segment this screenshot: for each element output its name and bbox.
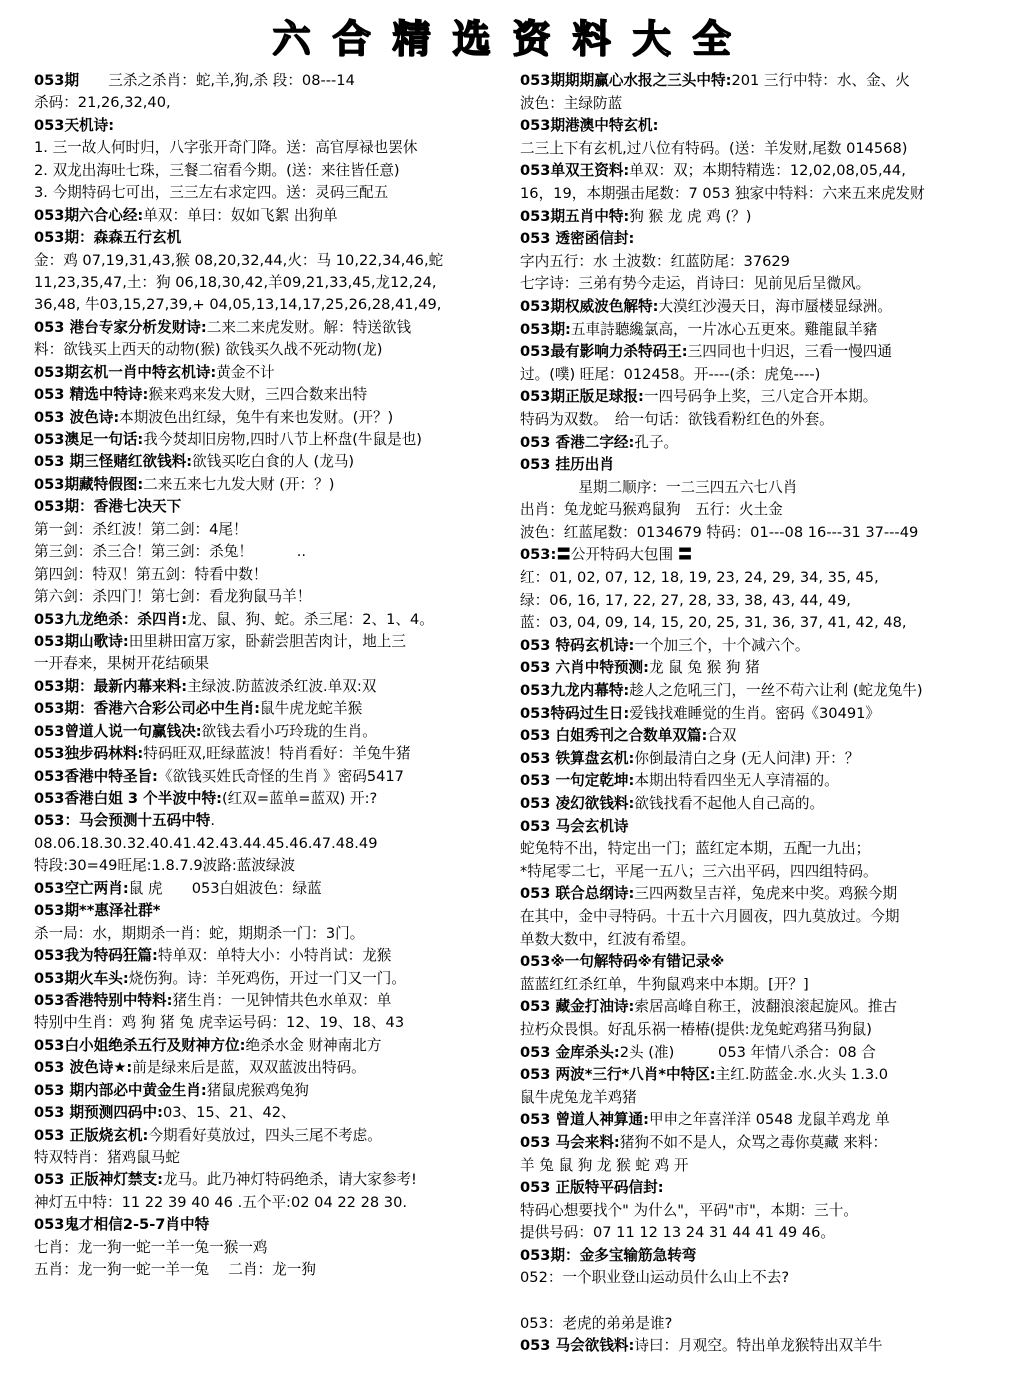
line-heading: 053 马会来料: bbox=[520, 1133, 620, 1151]
text-line bbox=[34, 564, 512, 586]
line-text: 神灯五中特：11 22 39 40 46 .五个平:02 04 22 28 30. bbox=[34, 1193, 407, 1211]
line-text: 主绿波.防蓝波杀红波.单双:双 bbox=[187, 677, 377, 695]
line-text: 2头 (准) 053 年情八杀合：08 合 bbox=[619, 1043, 876, 1061]
line-heading: 053九龙绝杀：杀四肖: bbox=[34, 610, 188, 628]
text-line bbox=[520, 454, 1000, 477]
line-heading: 053 精选中特诗: bbox=[34, 386, 149, 404]
line-text: 16，19，本期强击尾数：7 053 独家中特料：六来五来虎发财 bbox=[520, 184, 925, 202]
line-text: 字内五行：水 土波数：红蓝防尾：37629 bbox=[520, 252, 790, 270]
line-text: 《欲钱买姓氏奇怪的生肖 》密码5417 bbox=[157, 767, 404, 785]
line-heading: 053 联合总纲诗: bbox=[520, 885, 635, 903]
line-heading: 053期：最新内幕来料: bbox=[34, 677, 188, 695]
line-heading: 053期玄机一肖中特玄机诗: bbox=[34, 363, 217, 381]
text-line bbox=[34, 407, 512, 429]
line-text: 在其中，金中寻特码。十五十六月圆夜，四九莫放过。今期 bbox=[520, 907, 900, 925]
line-heading: 053期火车头: bbox=[34, 969, 129, 987]
line-heading: 053 正版烧玄机: bbox=[34, 1126, 149, 1144]
line-text: 三四同也十归迟，三看一慢四通 bbox=[687, 343, 892, 361]
line-text: 本期波色出红绿，兔牛有来也发财。(开？) bbox=[119, 408, 394, 426]
text-line bbox=[34, 698, 512, 720]
text-line bbox=[520, 183, 1000, 206]
line-heading: 053 马会玄机诗 bbox=[520, 817, 629, 835]
line-text: 甲申之年喜洋洋 0548 龙鼠羊鸡龙 单 bbox=[648, 1111, 890, 1129]
line-heading: 053期山歌诗: bbox=[34, 632, 129, 650]
line-heading: 053 正版神灯禁支: bbox=[34, 1171, 163, 1189]
line-text: 3. 今期特码七可出，三三左右求定四。送：灵码三配五 bbox=[34, 184, 389, 202]
line-text: 趁人之危吼三门，一丝不苟六让利 (蛇龙兔牛) bbox=[629, 682, 923, 700]
text-line bbox=[520, 544, 1000, 567]
line-text: 单双：单曰：奴如飞絮 出狗单 bbox=[143, 206, 338, 224]
text-line bbox=[34, 653, 512, 675]
line-heading: 053空亡两肖: bbox=[34, 879, 129, 897]
text-line bbox=[520, 657, 1000, 680]
line-text: 〓公开特码大包围 〓 bbox=[556, 546, 693, 564]
line-text: 蛇兔特不出，特定出一门；蓝红定本期，五配一九出； bbox=[520, 840, 871, 858]
text-line bbox=[520, 409, 1000, 432]
text-line bbox=[34, 586, 512, 608]
line-text: 田里耕田富万家，卧薪尝胆苦肉计，地上三 bbox=[128, 632, 406, 650]
text-line bbox=[34, 1035, 512, 1057]
line-heading: 053期期期赢心水报之三头中特: bbox=[520, 72, 732, 89]
text-line bbox=[34, 519, 512, 541]
line-text: 出肖：兔龙蛇马猴鸡鼠狗 五行：火土金 bbox=[520, 501, 783, 519]
text-line bbox=[520, 477, 1000, 500]
text-line bbox=[520, 612, 1000, 635]
text-line bbox=[34, 1214, 512, 1236]
line-heading: 053 白姐秀刊之合数单双篇: bbox=[520, 727, 708, 745]
text-line bbox=[34, 968, 512, 990]
text-line bbox=[520, 1064, 1000, 1087]
line-text: 第一剑：杀红波！第二剑：4尾！ bbox=[34, 520, 248, 538]
line-heading: 053九龙内幕特: bbox=[520, 682, 630, 700]
text-line bbox=[34, 833, 512, 855]
text-line bbox=[520, 1313, 1000, 1336]
text-line bbox=[34, 294, 512, 316]
line-text: 特码为双数。 给一句话：欲钱看粉红色的外套。 bbox=[520, 410, 834, 428]
text-line bbox=[34, 1125, 512, 1147]
text-line bbox=[520, 386, 1000, 409]
line-heading: 053白小姐绝杀五行及财神方位: bbox=[34, 1036, 246, 1054]
text-line bbox=[520, 70, 1000, 93]
line-text: 五車詩聽纔氯高，一片冰心五更來。雞龍鼠羊豬 bbox=[570, 320, 878, 338]
line-heading: 053香港白姐 3 个半波中特: bbox=[34, 790, 222, 807]
line-text: 第三剑：杀三合！第三剑：杀兔！ .. bbox=[34, 543, 306, 561]
line-text: 欲钱买吃白食的人 (龙马) bbox=[192, 453, 355, 471]
line-heading: 053 特码玄机诗: bbox=[520, 636, 635, 654]
line-text: 杀一局：水，期期杀一肖：蛇，期期杀一门：3门。 bbox=[34, 924, 365, 942]
line-text: 欲钱去看小巧玲珑的生肖。 bbox=[201, 722, 377, 740]
line-heading: 053: bbox=[520, 546, 557, 564]
text-line bbox=[34, 1259, 512, 1281]
line-text: 特码心想要找个" 为什么"，平码"市"，本期：三十。 bbox=[520, 1201, 858, 1219]
line-text: 星期二顺序：一二三四五六七八肖 bbox=[520, 478, 798, 496]
text-line bbox=[520, 251, 1000, 274]
text-line bbox=[520, 1132, 1000, 1155]
line-text: 猪狗不如不是人，众骂之毒你莫藏 来料： bbox=[619, 1133, 888, 1151]
line-text: 拉朽众畏惧。好乱乐祸一椿椿(提供:龙兔蛇鸡猪马狗鼠) bbox=[520, 1020, 872, 1038]
text-line bbox=[34, 945, 512, 967]
text-line bbox=[34, 451, 512, 473]
text-line bbox=[520, 1222, 1000, 1245]
line-text: 今期看好莫放过，四头三尾不考虑。 bbox=[148, 1126, 382, 1144]
text-line bbox=[520, 93, 1000, 116]
line-text: 052：一个职业登山运动员什么山上不去? bbox=[520, 1269, 790, 1287]
text-line bbox=[520, 1177, 1000, 1200]
line-text: 绿：06, 16, 17, 22, 27, 28, 33, 38, 43, 44, 49, bbox=[520, 591, 851, 609]
line-text: 前是绿来后是蓝，双双蓝波出特码。 bbox=[132, 1059, 366, 1077]
text-line bbox=[34, 1192, 512, 1214]
line-heading: 053期：森森五行玄机 bbox=[34, 229, 182, 247]
line-heading: 053 挂历出肖 bbox=[520, 456, 614, 474]
text-line bbox=[520, 1200, 1000, 1223]
line-text: 特码旺双,旺绿蓝波！特肖看好：羊兔牛猪 bbox=[143, 745, 411, 763]
line-heading: 053※一句解特码※有错记录※ bbox=[520, 953, 725, 971]
text-line bbox=[520, 1109, 1000, 1132]
page-title: 六合精选资料大全 bbox=[272, 17, 753, 61]
text-line bbox=[520, 1042, 1000, 1065]
text-line bbox=[520, 273, 1000, 296]
text-line bbox=[520, 816, 1000, 839]
line-text: 08.06.18.30.32.40.41.42.43.44.45.46.47.48.49 bbox=[34, 834, 378, 852]
text-line bbox=[520, 1267, 1000, 1290]
line-heading: 053 铁算盘玄机: bbox=[520, 749, 635, 767]
line-heading: 053 凌幻欲钱料: bbox=[520, 795, 635, 812]
text-line bbox=[520, 228, 1000, 251]
text-line bbox=[34, 70, 512, 92]
line-text: 绝杀水金 财神南北方 bbox=[245, 1036, 382, 1054]
line-heading: 053鬼才相信2-5-7肖中特 bbox=[34, 1216, 210, 1234]
line-heading: 053期 bbox=[34, 72, 80, 89]
line-text: 2. 双龙出海吐七珠，三餐二宿看今期。(送：来往皆任意) bbox=[34, 161, 400, 179]
text-line bbox=[34, 227, 512, 249]
text-line bbox=[520, 680, 1000, 703]
text-line bbox=[34, 339, 512, 361]
line-text: 金：鸡 07,19,31,43,猴 08,20,32,44,火：马 10,22,34,46,蛇 bbox=[34, 251, 444, 269]
text-line bbox=[34, 429, 512, 451]
line-heading: 053期：金多宝输筋急转弯 bbox=[520, 1246, 697, 1264]
line-text: 波色：红蓝尾数：0134679 特码：01---08 16---31 37---49 bbox=[520, 523, 919, 541]
line-text: 一开春来，果树开花结硕果 bbox=[34, 655, 210, 673]
line-heading: 053期**惠泽社群* bbox=[34, 902, 161, 920]
text-line bbox=[34, 474, 512, 496]
line-heading: 053 曾道人神算通: bbox=[520, 1111, 649, 1129]
line-heading: 053 六肖中特预测: bbox=[520, 659, 649, 677]
line-text: 单数大数中，红波有希望。 bbox=[520, 930, 696, 948]
line-heading: 053期五肖中特: bbox=[520, 207, 630, 225]
line-heading: 053 香港二字经: bbox=[520, 433, 635, 451]
right-column bbox=[520, 70, 1000, 1358]
text-line bbox=[34, 362, 512, 384]
text-line bbox=[520, 793, 1000, 816]
line-heading: 053 两波*三行*八肖*中特区: bbox=[520, 1066, 716, 1084]
line-text: 鼠牛虎龙蛇羊猴 bbox=[260, 700, 363, 718]
line-heading: 053 期三怪赌红欲钱料: bbox=[34, 453, 193, 471]
text-line bbox=[34, 721, 512, 743]
text-line bbox=[34, 878, 512, 900]
text-line bbox=[520, 1019, 1000, 1042]
line-text: 五肖：龙一狗一蛇一羊一兔 二肖：龙一狗 bbox=[34, 1261, 316, 1279]
line-heading: 053 港台专家分析发财诗: bbox=[34, 318, 207, 336]
line-text: 大漠红沙漫天日，海市蜃楼显绿洲。 bbox=[658, 297, 892, 315]
line-text: 特双特肖：猪鸡鼠马蛇 bbox=[34, 1149, 180, 1166]
text-line bbox=[520, 951, 1000, 974]
text-line bbox=[34, 205, 512, 227]
line-text: 爱钱找难睡觉的生肖。密码《30491》 bbox=[629, 704, 881, 722]
text-line bbox=[520, 703, 1000, 726]
line-text: 特单双：单特大小：小特肖试：龙猴 bbox=[157, 947, 392, 965]
line-text: 蓝：03, 04, 09, 14, 15, 20, 25, 31, 36, 37, 41, 42, 48, bbox=[520, 614, 907, 632]
line-text: 你倒最清白之身 (无人问津) 开：？ bbox=[634, 749, 860, 767]
line-text: 黄金不计 bbox=[216, 363, 275, 381]
text-line bbox=[34, 115, 512, 137]
line-text: 蓝蓝红红杀红单，牛狗鼠鸡来中本期。[开？] bbox=[520, 975, 809, 993]
text-line bbox=[34, 541, 512, 563]
text-line bbox=[34, 631, 512, 653]
line-text: 主红.防蓝金.水.火头 1.3.0 bbox=[715, 1066, 889, 1084]
line-text: 猴来鸡来发大财，三四合数来出特 bbox=[148, 386, 368, 404]
text-line bbox=[520, 341, 1000, 364]
line-text: 特段:30=49旺尾:1.8.7.9波路:蓝波绿波 bbox=[34, 857, 296, 875]
text-line bbox=[520, 499, 1000, 522]
text-line bbox=[34, 317, 512, 339]
line-text: 诗曰：月观空。特出单龙猴特出双羊牛 bbox=[634, 1337, 883, 1355]
text-line bbox=[34, 272, 512, 294]
text-line bbox=[520, 635, 1000, 658]
text-line bbox=[34, 1102, 512, 1124]
line-heading: 053 透密函信封: bbox=[520, 230, 635, 248]
line-text: 烧伤狗。诗：羊死鸡伤，开过一门又一门。 bbox=[128, 969, 406, 987]
text-line bbox=[34, 1237, 512, 1259]
line-text: 提供号码：07 11 12 13 24 31 44 41 49 46。 bbox=[520, 1224, 836, 1242]
text-line bbox=[34, 137, 512, 159]
line-heading: 053澳足一句话: bbox=[34, 431, 144, 448]
line-heading: 053 期预测四码中: bbox=[34, 1104, 163, 1122]
line-text: 猪鼠虎猴鸡兔狗 bbox=[206, 1081, 309, 1099]
line-text: 羊 兔 鼠 狗 龙 猴 蛇 鸡 开 bbox=[520, 1156, 689, 1174]
text-line bbox=[34, 1169, 512, 1191]
text-line bbox=[520, 725, 1000, 748]
text-line bbox=[520, 138, 1000, 161]
line-heading: 053 波色诗★: bbox=[34, 1059, 133, 1077]
text-line bbox=[520, 296, 1000, 319]
line-heading: 053特码过生日: bbox=[520, 704, 630, 722]
line-text: 特别中生肖：鸡 狗 猪 兔 虎幸运号码：12、19、18、43 bbox=[34, 1014, 405, 1032]
text-line bbox=[520, 160, 1000, 183]
text-line bbox=[520, 522, 1000, 545]
line-text: 狗 猴 龙 虎 鸡 (？) bbox=[629, 207, 752, 225]
text-line bbox=[520, 567, 1000, 590]
text-line bbox=[34, 788, 512, 810]
line-heading: 053期正版足球报: bbox=[520, 388, 644, 406]
text-line bbox=[34, 496, 512, 518]
text-line bbox=[34, 92, 512, 114]
line-heading: 053 波色诗: bbox=[34, 408, 120, 426]
text-line bbox=[520, 1087, 1000, 1110]
line-text: 我今焚却旧房物,四时八节上杯盘(牛鼠是也) bbox=[143, 431, 422, 448]
text-line bbox=[34, 1057, 512, 1079]
line-heading: 053期权威波色解特: bbox=[520, 297, 659, 315]
text-line bbox=[520, 1290, 1000, 1313]
line-text: 三四两数呈吉祥，兔虎来中奖。鸡猴今期 bbox=[634, 885, 898, 903]
text-line bbox=[34, 743, 512, 765]
line-heading: 053期: bbox=[520, 320, 571, 338]
line-text: 孔子。 bbox=[634, 433, 679, 451]
text-line bbox=[520, 1335, 1000, 1358]
line-text: 七字诗：三弟有势今走运，肖诗曰：见前见后呈微风。 bbox=[520, 275, 871, 293]
line-heading: 053独步码林料: bbox=[34, 745, 144, 763]
line-text: 合双 bbox=[707, 727, 737, 745]
text-line bbox=[520, 748, 1000, 771]
line-text: 三杀之杀肖：蛇,羊,狗,杀 段：08---14 bbox=[79, 72, 355, 89]
text-line bbox=[34, 923, 512, 945]
text-line bbox=[34, 990, 512, 1012]
line-text: 鼠牛虎兔龙羊鸡猪 bbox=[520, 1088, 637, 1106]
line-heading: 053香港中特圣旨: bbox=[34, 767, 158, 785]
text-line bbox=[520, 996, 1000, 1019]
text-line bbox=[520, 974, 1000, 997]
line-text: 猪生肖：一见钟情共色水单双：单 bbox=[172, 991, 392, 1009]
line-text: (红双=蓝单=蓝双) 开:? bbox=[221, 790, 378, 807]
line-text: 36,48, 牛03,15,27,39,+ 04,05,13,14,17,25,26,28,41,49, bbox=[34, 296, 442, 314]
line-heading: 053我为特码狂篇: bbox=[34, 947, 158, 965]
text-line bbox=[34, 1147, 512, 1169]
line-heading: 053 正版特平码信封: bbox=[520, 1179, 664, 1197]
line-text: 一四号码争上奖，三八定合开本期。 bbox=[643, 388, 878, 406]
text-line bbox=[520, 432, 1000, 455]
line-heading: 053曾道人说一句赢钱决: bbox=[34, 722, 202, 740]
line-text: 单双：双；本期特精选：12,02,08,05,44, bbox=[629, 162, 906, 180]
text-line bbox=[520, 861, 1000, 884]
line-text: . bbox=[210, 812, 216, 830]
text-line bbox=[34, 855, 512, 877]
line-text: 欲钱找看不起他人自己高的。 bbox=[634, 795, 825, 812]
line-heading: 053期：香港六合彩公司必中生肖: bbox=[34, 700, 261, 718]
line-heading: 053期六合心经: bbox=[34, 206, 144, 224]
text-line bbox=[34, 810, 512, 832]
line-text: *特尾零二七，平尾一五八；三六出平码，四四组特码。 bbox=[520, 862, 878, 880]
text-line bbox=[520, 929, 1000, 952]
text-line bbox=[34, 609, 512, 631]
text-line bbox=[520, 319, 1000, 342]
text-line bbox=[34, 160, 512, 182]
line-text: 龙马。此乃神灯特码绝杀，请大家参考! bbox=[162, 1171, 417, 1189]
line-text: 本期出特看四坐无人享清福的。 bbox=[634, 772, 839, 790]
text-line bbox=[520, 770, 1000, 793]
line-text: 11,23,35,47,土：狗 06,18,30,42,羊09,21,33,45,龙12,24, bbox=[34, 273, 437, 291]
line-text: 第四剑：特双！第五剑：特看中数！ bbox=[34, 565, 268, 583]
line-heading: 053：马会预测十五码中特 bbox=[34, 812, 211, 830]
line-text: 二来五来七九发大财 (开：？) bbox=[143, 475, 335, 493]
line-text: 二来二来虎发财。解：特送欲钱 bbox=[206, 318, 412, 336]
text-line bbox=[34, 1080, 512, 1102]
line-heading: 053天机诗: bbox=[34, 116, 115, 134]
text-line bbox=[520, 590, 1000, 613]
line-heading: 053 金库杀头: bbox=[520, 1043, 620, 1061]
text-line bbox=[34, 182, 512, 204]
line-heading: 053单双王资料: bbox=[520, 162, 630, 180]
line-text: 龙、鼠、狗、蛇。杀三尾：2、1、4。 bbox=[187, 610, 434, 628]
text-line bbox=[34, 250, 512, 272]
left-column bbox=[34, 70, 512, 1282]
text-line bbox=[34, 766, 512, 788]
line-text: 鼠 虎 053白姐波色：绿蓝 bbox=[128, 879, 322, 897]
line-text: 龙 鼠 兔 猴 狗 猪 bbox=[648, 659, 760, 677]
text-line bbox=[520, 906, 1000, 929]
line-text: 03、15、21、42、 bbox=[162, 1104, 296, 1122]
line-heading: 053 一句定乾坤: bbox=[520, 772, 635, 790]
text-line bbox=[520, 115, 1000, 138]
text-line bbox=[34, 1012, 512, 1034]
line-text: 杀码：21,26,32,40, bbox=[34, 94, 171, 112]
line-text: 料：欲钱买上西天的动物(猴) 欲钱买久战不死动物(龙) bbox=[34, 341, 383, 359]
line-heading: 053 马会欲钱料: bbox=[520, 1337, 635, 1355]
line-text: 053：老虎的弟弟是谁? bbox=[520, 1314, 673, 1332]
text-line bbox=[520, 206, 1000, 229]
text-line bbox=[520, 838, 1000, 861]
line-text: 一个加三个，十个减六个。 bbox=[634, 636, 810, 654]
line-text: 七肖：龙一狗一蛇一羊一兔一猴一鸡 bbox=[34, 1238, 268, 1256]
line-heading: 053香港特别中特料: bbox=[34, 991, 173, 1009]
line-text: 1. 三一故人何时归，八字张开奇门降。送：高官厚禄也罢休 bbox=[34, 139, 418, 157]
line-heading: 053期藏特假图: bbox=[34, 475, 144, 493]
line-text: 二三上下有玄机,过八位有特码。(送：羊发财,尾数 014568) bbox=[520, 139, 908, 157]
line-text: 索居高峰自称王，波翻浪滚起旋风。推古 bbox=[634, 998, 898, 1016]
line-text: 第六剑：杀四门！第七剑：看龙狗鼠马羊！ bbox=[34, 588, 312, 606]
text-line bbox=[34, 900, 512, 922]
text-line bbox=[34, 676, 512, 698]
text-line bbox=[34, 384, 512, 406]
line-heading: 053期港澳中特玄机: bbox=[520, 117, 659, 135]
text-line bbox=[520, 364, 1000, 387]
text-line bbox=[520, 1155, 1000, 1178]
line-text: 过。(噗) 旺尾：012458。开----(杀：虎兔----) bbox=[520, 365, 821, 383]
line-text: 波色：主绿防蓝 bbox=[520, 94, 623, 112]
text-line bbox=[520, 1245, 1000, 1268]
line-text: 红：01, 02, 07, 12, 18, 19, 23, 24, 29, 34, 35, 45, bbox=[520, 569, 879, 587]
line-text: 201 三行中特：水、金、火 bbox=[731, 72, 910, 89]
line-heading: 053期：香港七决天下 bbox=[34, 498, 182, 516]
line-heading: 053 期内部必中黄金生肖: bbox=[34, 1081, 207, 1099]
text-line bbox=[520, 883, 1000, 906]
line-heading: 053最有影响力杀特码王: bbox=[520, 343, 688, 361]
line-heading: 053 藏金打油诗: bbox=[520, 998, 635, 1016]
